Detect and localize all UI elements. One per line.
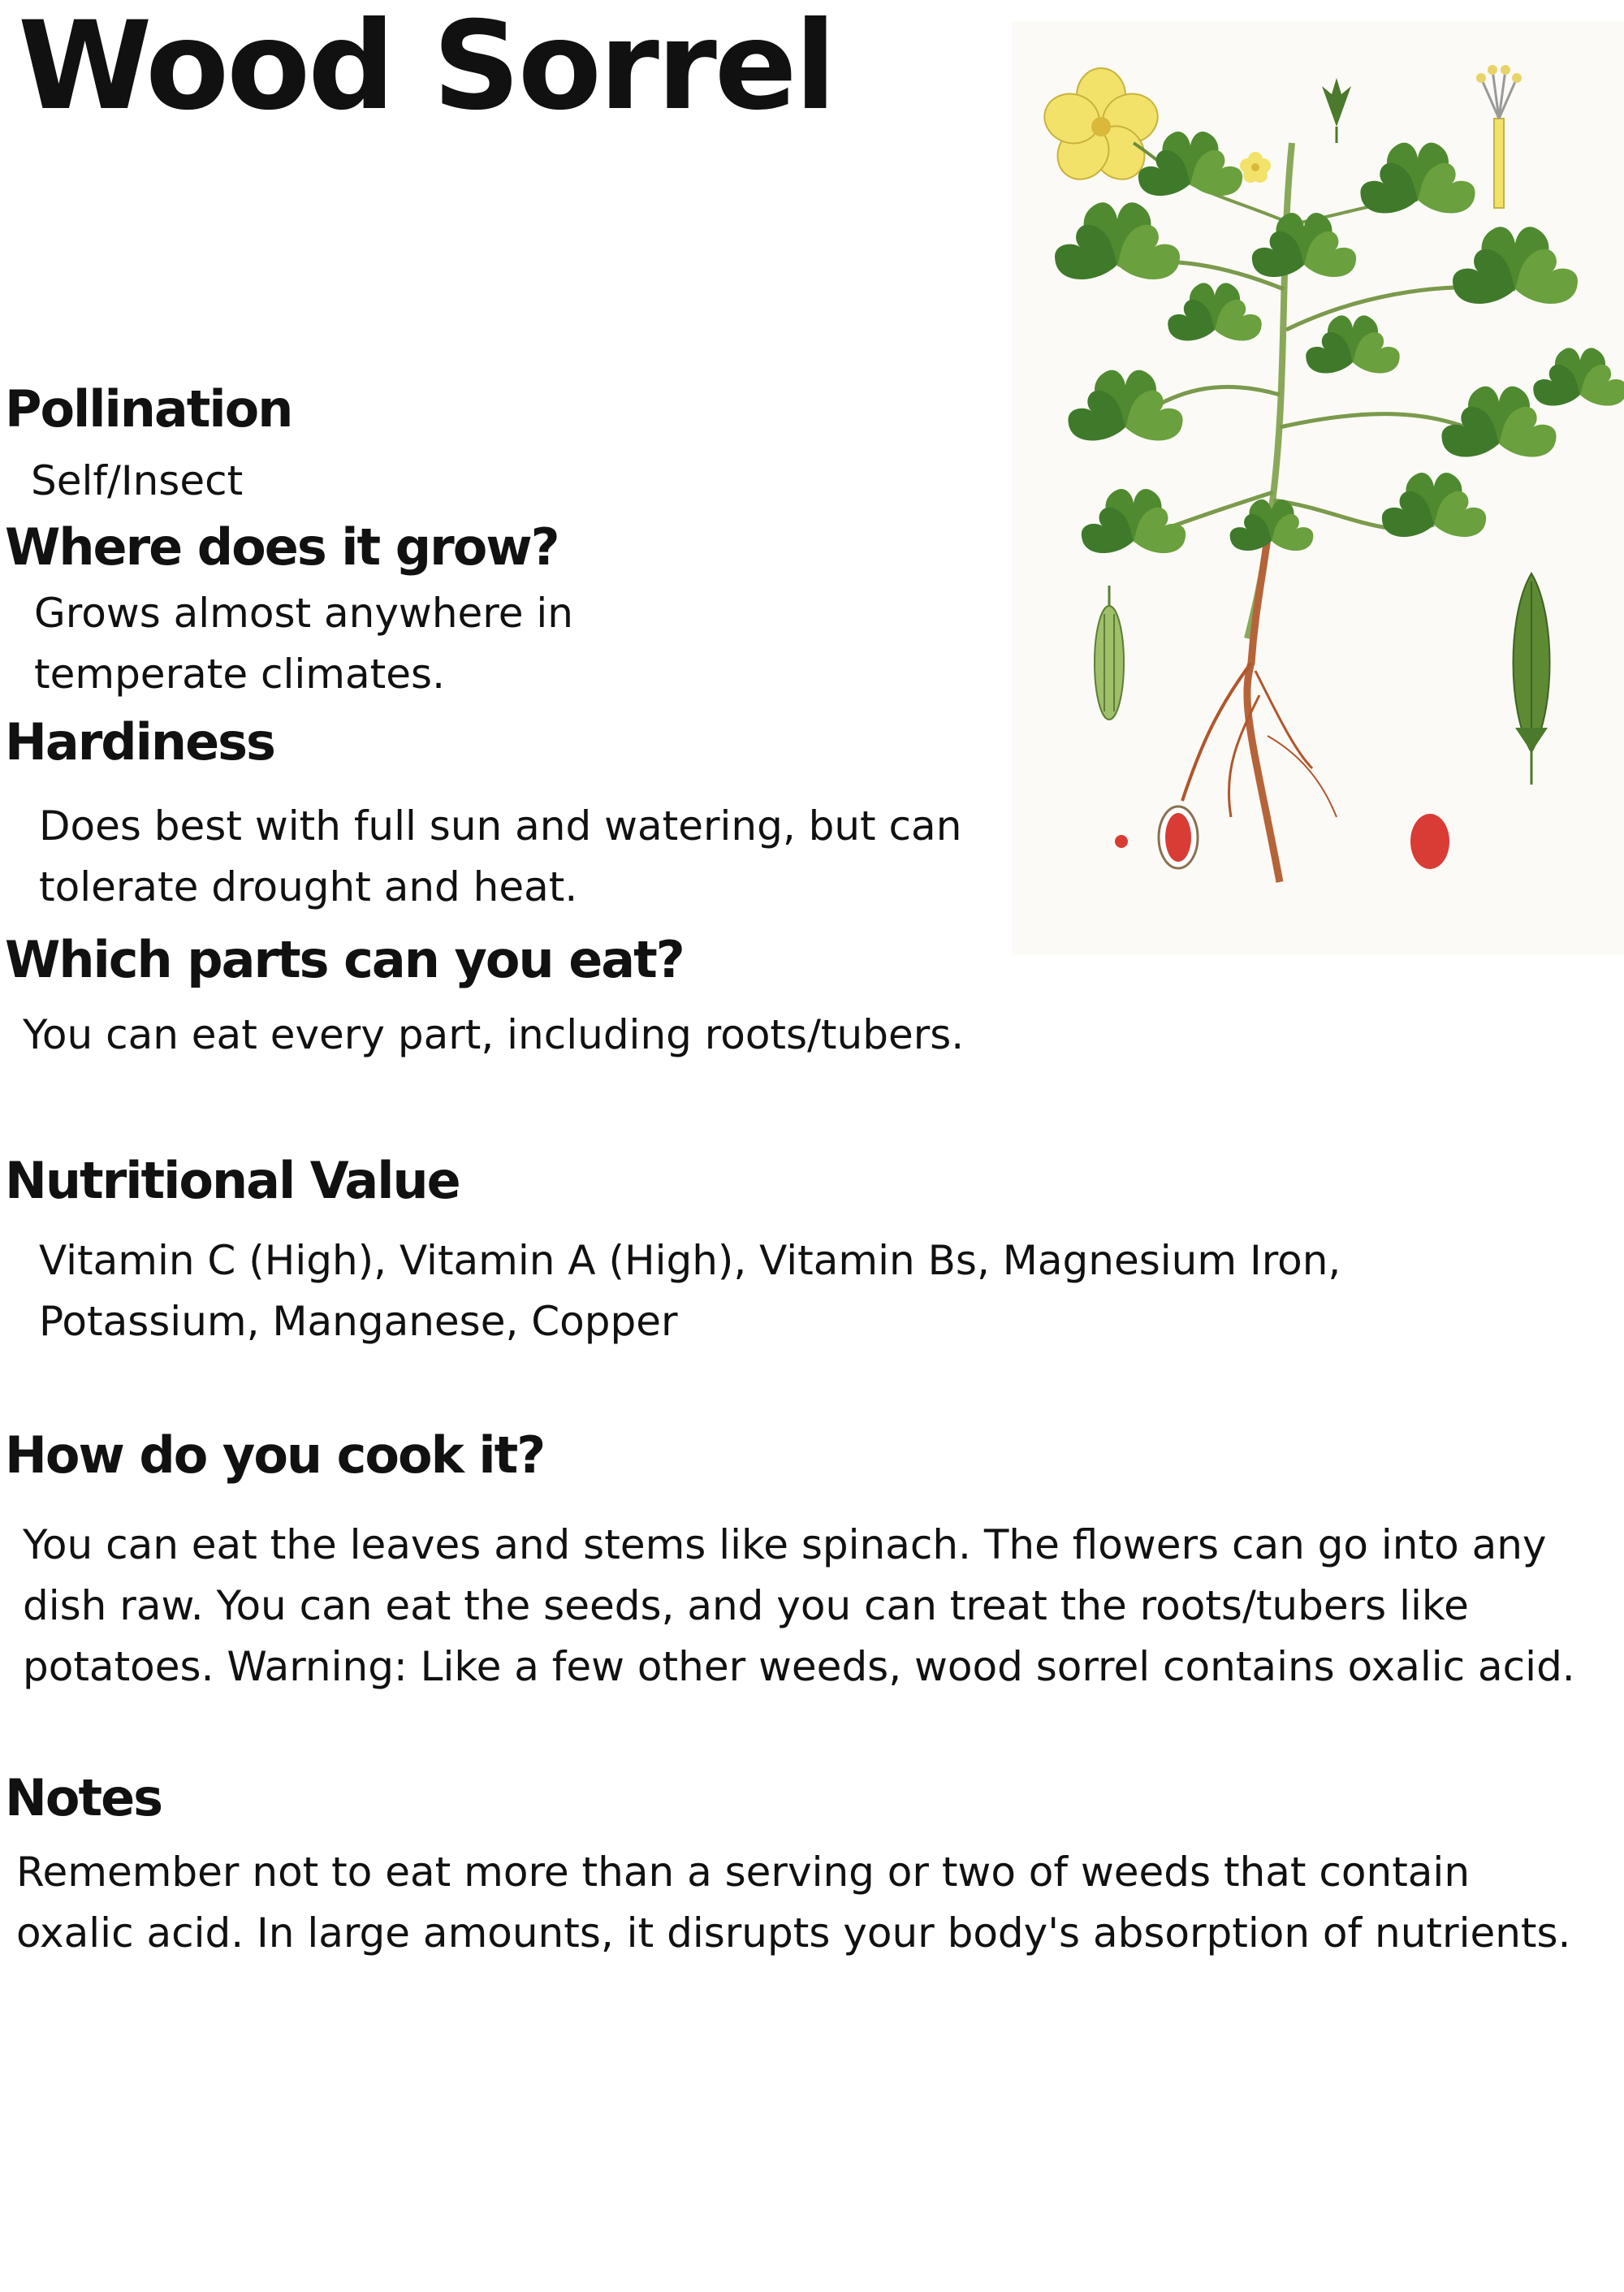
hardiness-text: Does best with full sun and watering, but can tolerate drought and heat. — [39, 802, 962, 910]
nutrition-text: Vitamin C (High), Vitamin A (High), Vitamin Bs, Magnesium Iron, Potassium, Manganese, Copper — [39, 1237, 1341, 1345]
notes-heading: Notes — [5, 1768, 162, 1827]
pollination-text: Self/Insect — [31, 457, 244, 504]
cooking-text: You can eat the leaves and stems like spinach. The flowers can go into any dish raw. You can eat the seeds, and you can treat the roots/tubers like potatoes. Warning: Like a few other weeds, wood sorrel contains oxalic acid. — [23, 1521, 1575, 1690]
nutrition-heading: Nutritional Value — [5, 1151, 460, 1210]
cooking-heading: How do you cook it? — [5, 1425, 545, 1485]
page-title: Wood Sorrel — [18, 0, 834, 137]
where-heading: Where does it grow? — [5, 517, 559, 577]
where-text: Grows almost anywhere in temperate climates. — [34, 590, 573, 698]
edible-heading: Which parts can you eat? — [5, 930, 684, 989]
wood-sorrel-illustration — [1012, 21, 1624, 955]
hardiness-heading: Hardiness — [5, 712, 274, 772]
edible-text: You can eat every part, including roots/tubers. — [23, 1011, 965, 1058]
notes-text: Remember not to eat more than a serving or two of weeds that contain oxalic acid. In large amounts, it disrupts your body's absorption of nutrients. — [16, 1849, 1571, 1957]
pollination-heading: Pollination — [5, 379, 292, 439]
